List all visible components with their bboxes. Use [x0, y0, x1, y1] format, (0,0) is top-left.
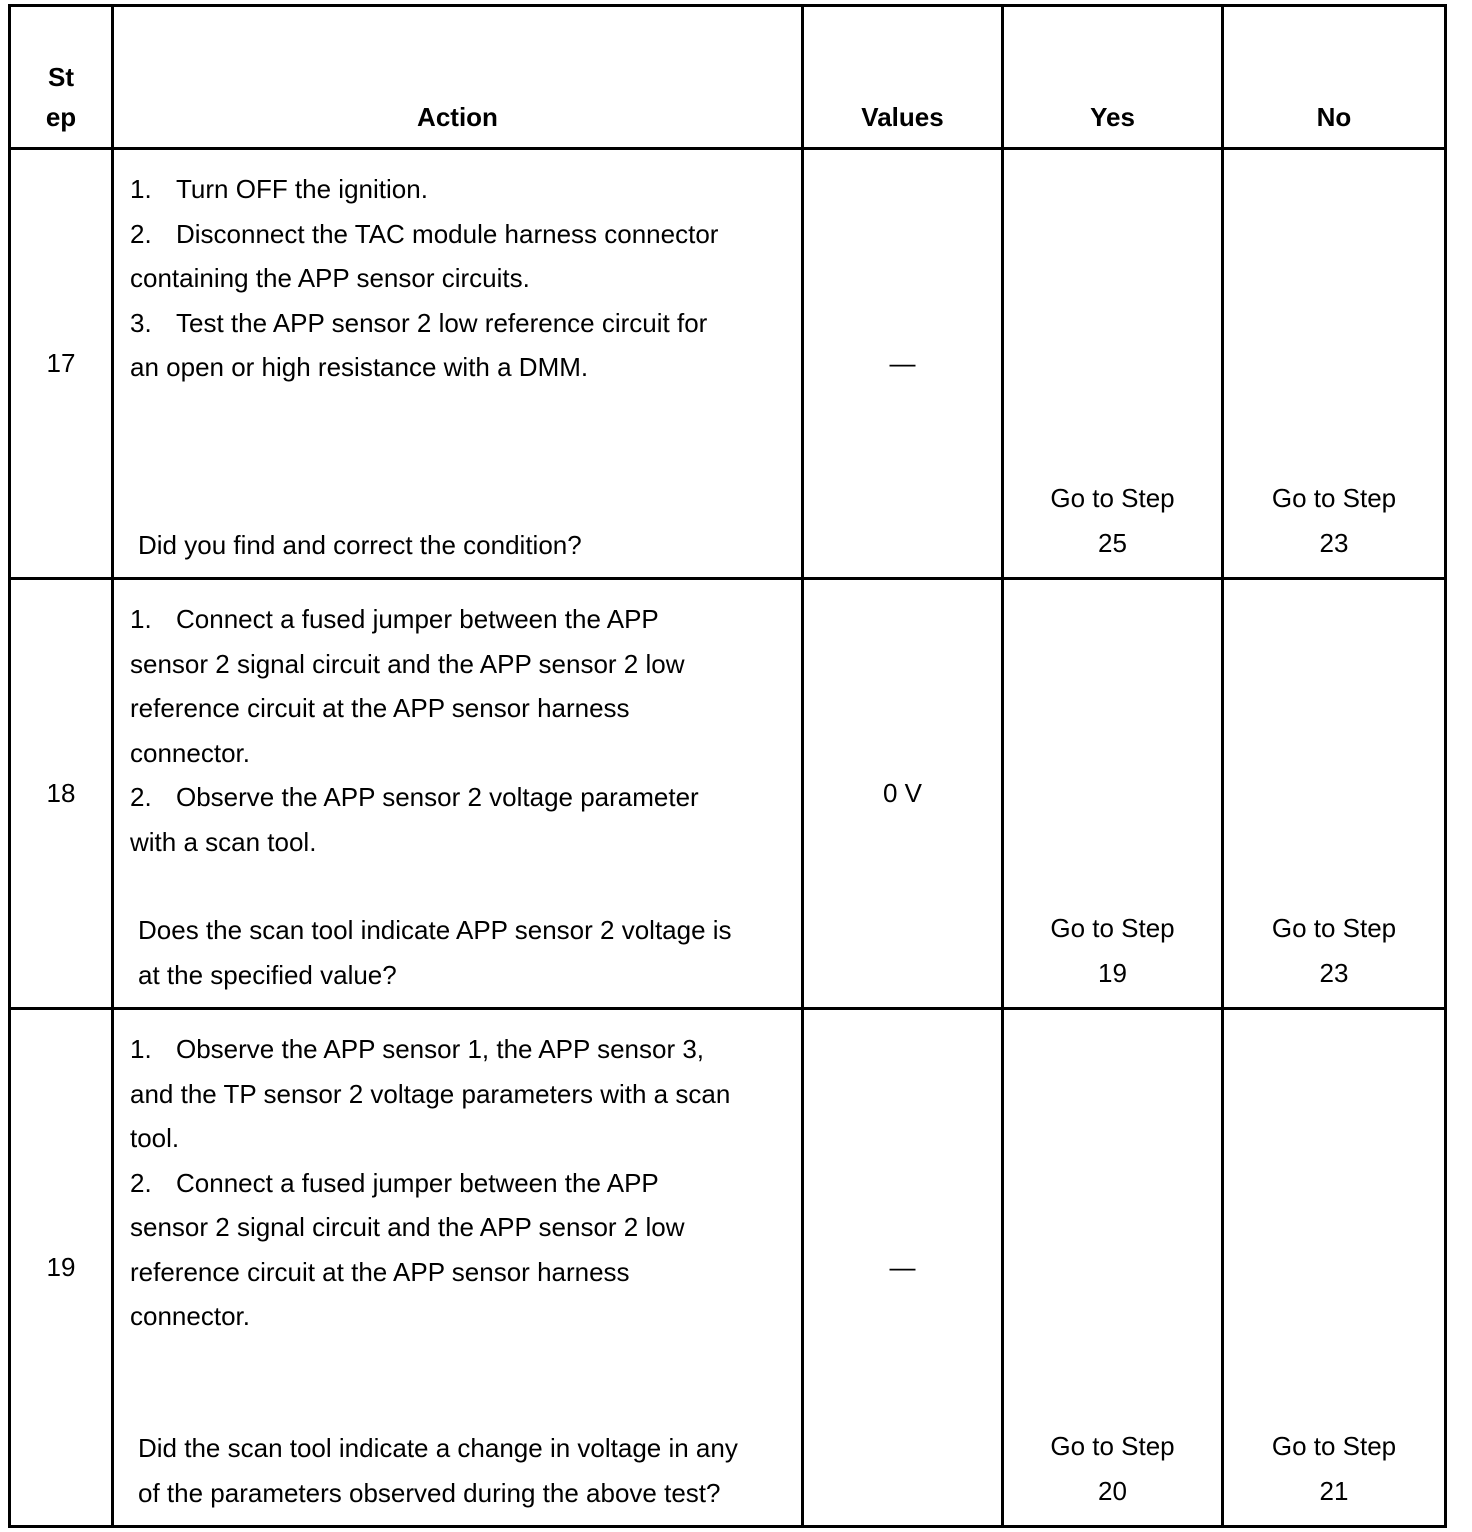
yes-goto-step: 19	[1098, 957, 1127, 988]
action-steps	[130, 597, 787, 864]
action-steps	[130, 167, 787, 390]
action-step-text: Connect a fused jumper between the APP sensor 2 signal circuit and the APP sensor 2 low reference circuit at the APP sensor harness connector.	[130, 604, 692, 768]
action-step-text: Connect a fused jumper between the APP sensor 2 signal circuit and the APP sensor 2 low reference circuit at the APP sensor harness connector.	[130, 1167, 692, 1331]
action-step-text: Turn OFF the ignition.	[176, 174, 428, 204]
no-goto-step: 23	[1319, 527, 1349, 558]
table-row	[10, 1009, 1446, 1527]
header-step	[10, 6, 113, 149]
action-step-text: Observe the APP sensor 2 voltage parameter with a scan tool.	[130, 782, 706, 857]
table-row	[10, 579, 1446, 1009]
action-step-text: Disconnect the TAC module harness connector containing the APP sensor circuits.	[130, 218, 726, 293]
values-cell: —	[803, 1009, 1003, 1527]
header-values: Values	[803, 6, 1003, 149]
action-question: Did the scan tool indicate a change in voltage in any of the parameters observed during the above test?	[138, 1433, 746, 1508]
no-goto-label: Go to Step	[1271, 483, 1397, 513]
no-goto-step: 23	[1319, 957, 1349, 988]
action-step	[130, 597, 740, 775]
header-no: No	[1223, 6, 1446, 149]
action-step-number: 2.	[130, 218, 152, 249]
header-yes: Yes	[1003, 6, 1223, 149]
yes-goto-step: 25	[1098, 527, 1127, 558]
action-step	[130, 301, 730, 390]
no-goto-label: Go to Step	[1271, 1431, 1397, 1461]
header-action: Action	[113, 6, 803, 149]
action-step-number: 1.	[130, 604, 152, 634]
yes-goto-step: 20	[1098, 1475, 1127, 1506]
action-question: Did you find and correct the condition?	[138, 529, 582, 560]
yes-goto-label: Go to Step	[1050, 483, 1175, 513]
yes-goto-label: Go to Step	[1050, 1431, 1175, 1461]
action-step-number: 1.	[130, 1034, 152, 1064]
yes-cell	[1003, 149, 1223, 579]
action-step	[130, 212, 730, 301]
no-cell	[1223, 579, 1446, 1009]
action-steps	[130, 1027, 787, 1339]
action-cell	[113, 149, 803, 579]
diagnostic-table	[8, 4, 1447, 1528]
action-step	[130, 1161, 740, 1339]
action-step	[130, 775, 730, 864]
no-goto-label: Go to Step	[1271, 913, 1397, 943]
action-cell	[113, 1009, 803, 1527]
yes-goto-label: Go to Step	[1050, 913, 1175, 943]
action-cell	[113, 579, 803, 1009]
step-number: 17	[10, 149, 113, 579]
no-cell	[1223, 149, 1446, 579]
action-question: Does the scan tool indicate APP sensor 2 voltage is at the specified value?	[138, 915, 739, 990]
values-cell: 0 V	[803, 579, 1003, 1009]
yes-cell	[1003, 1009, 1223, 1527]
step-number: 18	[10, 579, 113, 1009]
action-step-number: 1.	[130, 174, 152, 204]
no-goto-step: 21	[1319, 1475, 1349, 1506]
action-step	[130, 167, 787, 212]
action-step-number: 3.	[130, 307, 152, 338]
action-step	[130, 1027, 750, 1161]
no-cell	[1223, 1009, 1446, 1527]
action-step-text: Observe the APP sensor 1, the APP sensor 3, and the TP sensor 2 voltage parameters with a scan tool.	[130, 1034, 738, 1153]
header-step-line1: St	[48, 62, 74, 92]
header-row	[10, 6, 1446, 149]
action-step-number: 2.	[130, 782, 152, 812]
yes-cell	[1003, 579, 1223, 1009]
table-row	[10, 149, 1446, 579]
action-step-number: 2.	[130, 1167, 152, 1198]
step-number: 19	[10, 1009, 113, 1527]
header-step-line2: ep	[45, 102, 77, 132]
values-cell: —	[803, 149, 1003, 579]
action-step-text: Test the APP sensor 2 low reference circuit for an open or high resistance with a DMM.	[130, 307, 715, 382]
